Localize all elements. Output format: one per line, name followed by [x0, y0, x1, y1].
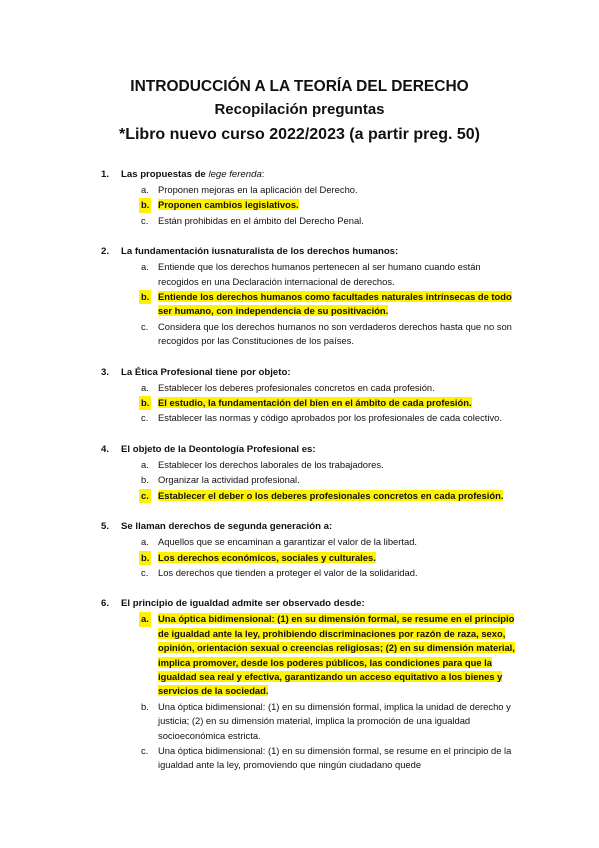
prompt-italic-term: lege ferenda	[208, 169, 262, 180]
option-letter: b.	[139, 290, 151, 304]
option-text-highlighted: El estudio, la fundamentación del bien en el ámbito de cada profesión.	[158, 397, 472, 409]
option-letter: a.	[141, 458, 149, 470]
option-letter: b.	[139, 551, 151, 565]
option-letter: a.	[141, 184, 149, 195]
option-text: Entiende que los derechos humanos pertenecen al ser humano cuando están recogidos en una Declaración internacional de derechos.	[158, 261, 481, 287]
question-5	[0, 520, 599, 580]
answer-option-correct	[0, 489, 599, 503]
question-6	[0, 597, 599, 772]
option-letter: b.	[139, 396, 151, 410]
prompt-colon: :	[261, 169, 265, 180]
answer-option	[0, 566, 599, 580]
prompt-text: La Ética Profesional tiene por objeto:	[121, 366, 291, 378]
question-prompt	[0, 245, 599, 259]
answer-option-correct	[0, 290, 599, 319]
question-prompt	[0, 520, 599, 534]
answer-option-correct	[0, 198, 599, 212]
option-text: Una óptica bidimensional: (1) en su dimensión formal, implica la unidad de derecho y justicia; (2) en su dimensión material, implica la promoción de una igualdad socioeconómica estricta.	[158, 700, 511, 741]
option-letter: c.	[141, 566, 149, 578]
answer-option-correct	[0, 551, 599, 565]
question-number: 2.	[101, 246, 110, 258]
option-text: Están prohibidas en el ámbito del Derecho Penal.	[158, 214, 364, 226]
question-number: 4.	[101, 443, 110, 455]
option-text: Proponen mejoras en la aplicación del Derecho.	[158, 184, 358, 195]
answer-option-correct	[0, 612, 599, 698]
option-letter: a.	[141, 381, 149, 393]
option-letter: a.	[141, 536, 149, 548]
answer-option	[0, 700, 599, 743]
question-2	[0, 245, 599, 348]
option-text-highlighted: Proponen cambios legislativos.	[158, 199, 299, 211]
option-letter: c.	[141, 214, 149, 226]
question-prompt	[0, 443, 599, 457]
question-number: 6.	[101, 598, 110, 610]
question-3	[0, 366, 599, 426]
answer-option	[0, 381, 599, 395]
option-letter: c.	[141, 320, 149, 332]
option-text-highlighted: Establecer el deber o los deberes profesionales concretos en cada profesión.	[158, 489, 504, 501]
prompt-text: Se llaman derechos de segunda generación a:	[121, 521, 333, 533]
option-letter: a.	[139, 612, 151, 626]
option-text: Los derechos que tienden a proteger el valor de la solidaridad.	[158, 566, 418, 578]
option-letter: a.	[141, 261, 149, 273]
answer-option	[0, 744, 599, 773]
question-number: 3.	[101, 366, 110, 378]
option-text: Establecer las normas y código aprobados por los profesionales de cada colectivo.	[158, 412, 502, 424]
answer-option	[0, 411, 599, 425]
question-number: 5.	[101, 521, 110, 533]
question-prompt	[0, 597, 599, 611]
option-text: Una óptica bidimensional: (1) en su dimensión formal, se resume en el principio de la igualdad ante la ley, promoviendo que ningún ciudadano quede	[158, 744, 512, 771]
document-subtitle: Recopilación preguntas	[214, 101, 385, 118]
answer-option	[0, 214, 599, 228]
option-letter: b.	[141, 474, 149, 486]
option-text: Organizar la actividad profesional.	[158, 474, 300, 486]
option-text-highlighted: Una óptica bidimensional: (1) en su dimensión formal, se resume en el principio de igualdad ante la ley, prohibiendo discriminaciones por razón de raza, sexo, opinión, orientación sexual o creencias religiosas; (2) en su dimensión material, implica promover, desde los poderes públicos, las condiciones para que la igualdad sea real y efectiva, garantizando un acceso equitativo a los bienes y servicios de la sociedad.	[158, 613, 515, 697]
option-letter: c.	[141, 412, 149, 424]
option-text-highlighted: Entiende los derechos humanos como facultades naturales intrínsecas de todo ser humano, con independencia de su positivación.	[158, 291, 512, 317]
answer-option-correct	[0, 396, 599, 410]
answer-option	[0, 183, 599, 197]
answer-option	[0, 473, 599, 487]
question-prompt	[0, 168, 599, 182]
prompt-text: El objeto de la Deontología Profesional es:	[121, 443, 316, 455]
document-note: *Libro nuevo curso 2022/2023 (a partir preg. 50)	[118, 126, 481, 143]
option-text: Establecer los deberes profesionales concretos en cada profesión.	[158, 381, 435, 393]
option-letter: c.	[139, 489, 151, 503]
answer-option	[0, 260, 599, 289]
question-number: 1.	[101, 169, 110, 180]
option-text: Establecer los derechos laborales de los trabajadores.	[158, 458, 384, 470]
prompt-text: La fundamentación iusnaturalista de los derechos humanos:	[121, 246, 399, 258]
answer-option	[0, 535, 599, 549]
document-title: INTRODUCCIÓN A LA TEORÍA DEL DERECHO	[130, 78, 469, 95]
option-text: Aquellos que se encaminan a garantizar el valor de la libertad.	[158, 536, 418, 548]
option-text-highlighted: Los derechos económicos, sociales y culturales.	[158, 551, 376, 563]
question-4	[0, 443, 599, 503]
prompt-text: Las propuestas de	[121, 169, 209, 180]
question-list	[0, 168, 599, 790]
option-text: Considera que los derechos humanos no son verdaderos derechos hasta que no son recogidos por las Constituciones de los países.	[158, 320, 512, 347]
question-1	[0, 168, 599, 228]
answer-option	[0, 458, 599, 472]
option-letter: c.	[141, 744, 149, 756]
option-letter: b.	[141, 700, 149, 712]
answer-option	[0, 320, 599, 349]
option-letter: b.	[139, 198, 151, 212]
prompt-text: El principio de igualdad admite ser observado desde:	[121, 598, 365, 610]
question-prompt	[0, 366, 599, 380]
title-block	[0, 76, 599, 147]
